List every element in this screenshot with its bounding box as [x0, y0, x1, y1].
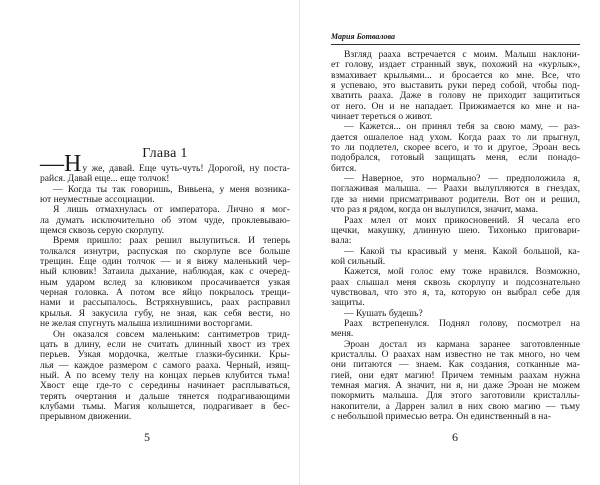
text-line: Время пришло: раах решил вылупиться. И теперь	[53, 235, 290, 247]
text-line: перьев. Узкая мордочка, желтые глазки-бусинки. Кры-	[40, 349, 290, 361]
text-line: чувствовал, что это я, та, которую он выбрал себе для	[331, 286, 580, 298]
running-header: Мария Ботвалова	[331, 32, 396, 41]
paragraph	[331, 50, 580, 122]
text-line: где за ними присматривают родители. Вот он и решил,	[331, 193, 580, 205]
paragraph	[331, 267, 580, 308]
text-line: — Когда ты так говоришь, Вивьена, у меня возника-	[53, 183, 290, 195]
text-line: они питаются — знаем. Как создания, сотканные ма-	[331, 359, 580, 371]
page-number-left: 5	[144, 430, 150, 444]
text-line: крылья. Я закусила губу, не зная, как себя вести, но	[40, 307, 290, 319]
paragraph	[331, 174, 580, 215]
text-line: — Кушать будешь?	[344, 307, 423, 319]
text-line: гией, они едят магию! Причем темным раахам нужна	[331, 369, 580, 381]
text-line: цать в длину, если не считать длинный хвост из трех	[40, 338, 290, 350]
right-page-text	[331, 50, 580, 422]
paragraph	[331, 247, 580, 268]
text-line: защиты.	[331, 297, 365, 309]
text-line: Кажется, мой голос ему тоже нравился. Возможно,	[344, 266, 580, 278]
text-line: — Кажется... он принял тебя за свою маму, — раз-	[344, 121, 580, 133]
text-line: лья — каждое размером с самого рааха. Черный, изящ-	[40, 359, 290, 371]
text-line: темная магия. А значит, ни я, ни даже Эроан не можем	[331, 380, 580, 391]
drop-cap: —Н	[40, 151, 82, 177]
text-line: толкался изнутри, распуская по скорлупе все больше	[40, 245, 290, 257]
text-line: Раах встрепенулся. Поднял голову, посмотрел на	[344, 317, 580, 329]
text-line: щемся сквозь серую скорлупу.	[40, 225, 165, 237]
header-rule	[331, 44, 580, 45]
text-line: трещин. Еще один толчок — и я вижу маленький чер-	[40, 256, 290, 268]
text-line: ла думать исключительно об этом чуде, проклевываю-	[40, 214, 290, 226]
text-line: кой сильный.	[331, 255, 386, 267]
text-line: что раз я рядом, когда он вылупился, значит, мама.	[331, 204, 539, 216]
text-line: покормить малыша. Для этого заготовили кристаллы-	[331, 390, 580, 402]
text-line: я успеваю, это выставить руки перед собой, чтобы под-	[331, 80, 580, 92]
text-line: Взгляд рааха встречается с моим. Малыш наклони-	[344, 49, 580, 60]
text-line: ный клювик! Затаила дыхание, наблюдая, как с очеред-	[40, 266, 290, 278]
text-line: Хвост еще где-то с середины начинает расплываться,	[40, 380, 290, 392]
text-line: дается ошалелое над ухом. Когда раах то ли прыгнул,	[331, 131, 580, 143]
paragraph	[40, 185, 290, 206]
text-line: взмахивает крыльями... и бросается ко мне. Все, что	[331, 69, 580, 81]
paragraph	[331, 319, 580, 340]
text-line: ют неуместные ассоциации.	[40, 194, 155, 206]
page-number-right: 6	[452, 430, 458, 444]
page-gutter	[299, 0, 300, 485]
text-line: нами и рассыпалось. Встряхнувшись, раах расправил	[40, 297, 290, 309]
text-line: прерывном движении.	[40, 411, 132, 423]
text-line: кристаллы. О раахах нам известно не так много, но чем	[331, 348, 580, 360]
text-line: терять очертания и дальше тянется подрагивающими	[40, 390, 290, 402]
text-line: Я лишь отмахнулась от императора. Лично я мог-	[53, 204, 290, 216]
chapter-title: Глава 1	[142, 146, 188, 161]
text-line: накопители, а Даррен залил в них свою магию — тьму	[331, 400, 580, 412]
text-line: ный. А по всему телу на концах перьев клубится тьма!	[40, 369, 290, 381]
text-line: подобрался, готовый защищать меня, если понадо-	[331, 152, 580, 164]
paragraph	[40, 236, 290, 329]
text-line: чинает тереться о живот.	[331, 111, 433, 123]
text-line: раах слышал меня сквозь скорлупу и подсознательно	[331, 276, 580, 288]
text-line: щечки, макушку, длинную шею. Тихонько приговари-	[331, 224, 580, 236]
paragraph	[331, 216, 580, 247]
paragraph	[40, 330, 290, 423]
text-line: черная головка. А потом все яйцо покрылось трещи-	[40, 287, 290, 299]
text-line: Эроан достал из кармана заранее заготовленные	[344, 338, 580, 350]
text-line-rest: у же, давай. Еще чуть-чуть! Дорогой, ну поста-	[82, 163, 290, 174]
text-line: — Какой ты красивый у меня. Какой большой, ка-	[344, 245, 580, 257]
text-line: то ли подлетел, скорее всего, и то и другое, Эроан весь	[331, 142, 580, 154]
paragraph	[331, 340, 580, 423]
paragraph	[40, 205, 290, 236]
text-line: ет голову, издает странный звук, похожий на «курлык»,	[331, 59, 580, 71]
text-line: бится.	[331, 162, 357, 174]
text-line: ным ударом вслед за клювиком просачивается узкая	[40, 276, 290, 288]
text-line: райся. Давай еще... еще толчок!	[40, 173, 170, 185]
text-line: поглаживая малыша. — Раахи вылупляются в гнездах,	[331, 183, 580, 195]
text-line: Он оказался совсем маленьким: сантиметров трид-	[53, 328, 290, 340]
text-line: хватить рааха. Даже в голову не приходит защититься	[331, 90, 580, 102]
text-line: — Наверное, это нормально? — предположила я,	[344, 173, 580, 185]
text-line: вала:	[331, 235, 352, 247]
text-line: Раах млел от моих прикосновений. Я чесала его	[344, 214, 580, 226]
text-line: клубами тьмы. Магия колышется, подрагивает в бес-	[40, 400, 290, 412]
text-line: от него. Он и не нападает. Прижимается ко мне и на-	[331, 100, 580, 112]
paragraph	[331, 122, 580, 174]
text-line: меня.	[331, 328, 354, 340]
text-line: не желая спугнуть малыша излишними восторгами.	[40, 318, 253, 330]
text-line: с небольшой примесью ветра. Он единственный в на-	[331, 411, 551, 423]
